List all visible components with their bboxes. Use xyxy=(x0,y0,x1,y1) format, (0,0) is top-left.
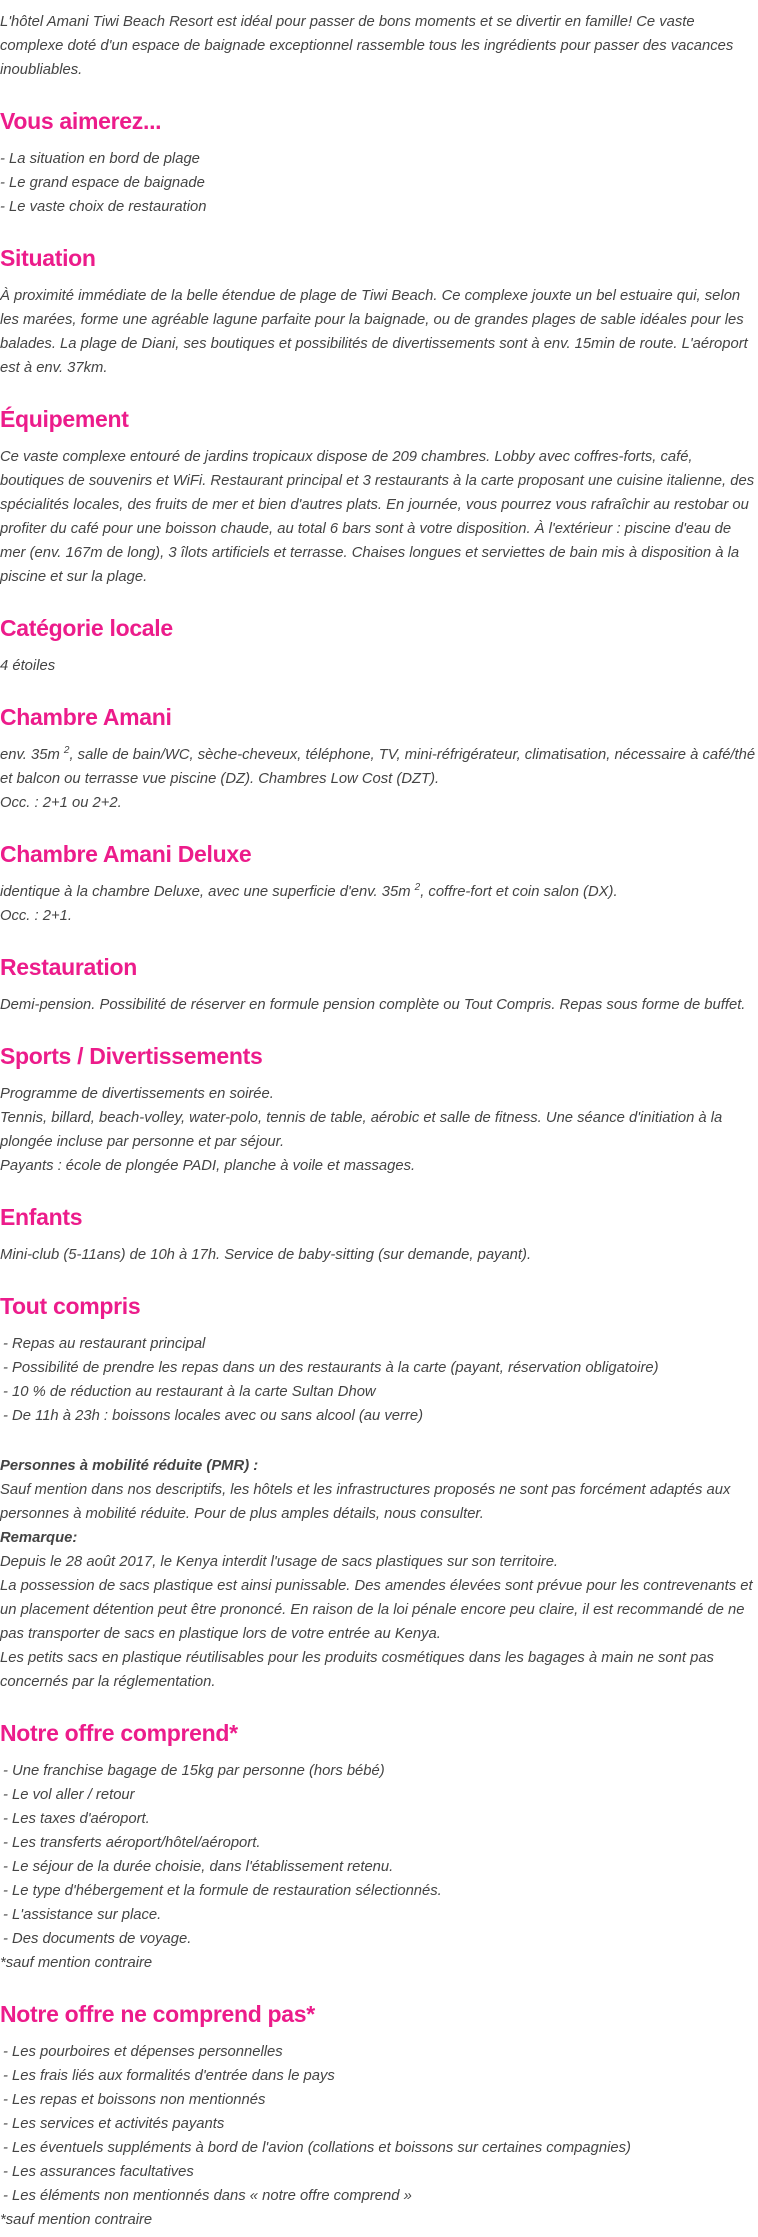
list-item: - Le vaste choix de restauration xyxy=(0,199,207,215)
remarque-line: La possession de sacs plastique est ainsi punissable. Des amendes élevées sont prévue pour les contrevenants et un placement détention peut être prononcé. En raison de la loi pénale encore peu claire, il est recommandé de ne pas transporter de sacs en plastique lors de votre entrée au Kenya. xyxy=(0,1578,753,1642)
superscript: 2 xyxy=(63,745,70,757)
sports-line: Tennis, billard, beach-volley, water-polo, tennis de table, aérobic et salle de fitness. Une séance d'initiation à la plongée incluse par personne et par séjour. xyxy=(0,1110,723,1150)
section-chambre-amani xyxy=(0,702,758,815)
list-item: - Le vol aller / retour xyxy=(3,1787,135,1803)
section-categorie xyxy=(0,613,758,678)
remarque-line: Les petits sacs en plastique réutilisables pour les produits cosmétiques dans les bagages à main ne sont pas concernés par la réglementation. xyxy=(0,1650,714,1690)
chambre-deluxe-text xyxy=(0,880,758,904)
section-title-categorie: Catégorie locale xyxy=(0,615,173,641)
list-item: - 10 % de réduction au restaurant à la carte Sultan Dhow xyxy=(3,1384,376,1400)
list-item: - Le grand espace de baignade xyxy=(0,175,205,191)
section-title-equipement: Équipement xyxy=(0,406,129,432)
restauration-text: Demi-pension. Possibilité de réserver en formule pension complète ou Tout Compris. Repas sous forme de buffet. xyxy=(0,997,746,1013)
section-title-restauration: Restauration xyxy=(0,954,137,980)
chambre-amani-text xyxy=(0,743,758,791)
list-item: - L'assistance sur place. xyxy=(3,1907,162,1923)
list-item: - Une franchise bagage de 15kg par personne (hors bébé) xyxy=(3,1763,385,1779)
list-item: - Des documents de voyage. xyxy=(3,1931,192,1947)
intro-text: L'hôtel Amani Tiwi Beach Resort est idéal pour passer de bons moments et se divertir en famille! Ce vaste complexe doté d'un espace de baignade exceptionnel rassemble tous les ingrédients pour passer des vacances inoubliables. xyxy=(0,14,734,78)
list-item: - Les services et activités payants xyxy=(3,2116,225,2132)
enfants-text: Mini-club (5-11ans) de 10h à 17h. Service de baby-sitting (sur demande, payant). xyxy=(0,1247,532,1263)
categorie-text: 4 étoiles xyxy=(0,658,56,674)
remarque-label: Remarque: xyxy=(0,1530,78,1546)
section-situation xyxy=(0,243,758,380)
equipement-text: Ce vaste complexe entouré de jardins tropicaux dispose de 209 chambres. Lobby avec coffres-forts, café, boutiques de souvenirs et WiFi. Restaurant principal et 3 restaurants à la carte proposant une cuisine italienne, des spécialités locales, des fruits de mer et bien d'autres plats. En journée, vous pourrez vous rafraîchir au restobar ou profiter du café pour une boisson chaude, au total 6 bars sont à votre disposition. À l'extérieur : piscine d'eau de mer (env. 167m de long), 3 îlots artificiels et terrasse. Chaises longues et serviettes de bain mis à disposition à la piscine et sur la plage. xyxy=(0,449,755,585)
section-non-offre xyxy=(0,1999,758,2232)
section-tout-compris xyxy=(0,1291,758,1428)
list-item: - Les transferts aéroport/hôtel/aéroport. xyxy=(3,1835,261,1851)
remarque-line: Depuis le 28 août 2017, le Kenya interdit l'usage de sacs plastiques sur son territoire. xyxy=(0,1554,559,1570)
section-title-enfants: Enfants xyxy=(0,1204,83,1230)
offre-footnote: *sauf mention contraire xyxy=(0,1955,153,1971)
non-offre-footnote: *sauf mention contraire xyxy=(0,2212,153,2228)
situation-text: À proximité immédiate de la belle étendue de plage de Tiwi Beach. Ce complexe jouxte un bel estuaire qui, selon les marées, forme une agréable lagune parfaite pour la baignade, ou de grandes plages de sable idéales pour les balades. La plage de Diani, ses boutiques et possibilités de divertissements sont à env. 15min de route. L'aéroport est à env. 37km. xyxy=(0,288,748,376)
section-title-chambre-amani: Chambre Amani xyxy=(0,704,172,730)
section-title-chambre-deluxe: Chambre Amani Deluxe xyxy=(0,841,252,867)
section-aimer xyxy=(0,106,758,219)
chambre-amani-occ: Occ. : 2+1 ou 2+2. xyxy=(0,795,122,811)
list-item: - Les frais liés aux formalités d'entrée dans le pays xyxy=(3,2068,335,2084)
section-title-sports: Sports / Divertissements xyxy=(0,1043,263,1069)
section-restauration xyxy=(0,952,758,1017)
list-item: - Les repas et boissons non mentionnés xyxy=(3,2092,266,2108)
section-offre xyxy=(0,1718,758,1975)
offre-list xyxy=(0,1759,758,1951)
pmr-label: Personnes à mobilité réduite (PMR) : xyxy=(0,1458,259,1474)
chambre-amani-text-a: env. 35m xyxy=(0,747,64,763)
section-enfants xyxy=(0,1202,758,1267)
section-title-aimer: Vous aimerez... xyxy=(0,108,162,134)
pmr-text: Sauf mention dans nos descriptifs, les hôtels et les infrastructures proposés ne sont pas forcément adaptés aux personnes à mobilité réduite. Pour de plus amples détails, nous consulter. xyxy=(0,1482,731,1522)
chambre-amani-text-b: , salle de bain/WC, sèche-cheveux, téléphone, TV, mini-réfrigérateur, climatisation, nécessaire à café/thé et balcon ou terrasse vue piscine (DZ). Chambres Low Cost (DZT). xyxy=(0,747,756,787)
chambre-deluxe-text-b: , coffre-fort et coin salon (DX). xyxy=(420,884,618,900)
list-item: - Possibilité de prendre les repas dans un des restaurants à la carte (payant, réservation obligatoire) xyxy=(3,1360,659,1376)
section-notes xyxy=(0,1454,758,1694)
list-item: - Les assurances facultatives xyxy=(3,2164,194,2180)
section-chambre-deluxe xyxy=(0,839,758,928)
list-item: - La situation en bord de plage xyxy=(0,151,200,167)
section-title-non-offre: Notre offre ne comprend pas* xyxy=(0,2001,315,2027)
list-item: - Repas au restaurant principal xyxy=(3,1336,206,1352)
tout-compris-list xyxy=(0,1332,758,1428)
list-item: - De 11h à 23h : boissons locales avec ou sans alcool (au verre) xyxy=(3,1408,424,1424)
superscript: 2 xyxy=(414,882,421,894)
section-sports xyxy=(0,1041,758,1178)
list-item: - Les éventuels suppléments à bord de l'avion (collations et boissons sur certaines compagnies) xyxy=(3,2140,631,2156)
section-title-situation: Situation xyxy=(0,245,96,271)
list-item: - Les pourboires et dépenses personnelles xyxy=(3,2044,283,2060)
list-item: - Le type d'hébergement et la formule de restauration sélectionnés. xyxy=(3,1883,442,1899)
section-title-tout-compris: Tout compris xyxy=(0,1293,141,1319)
chambre-deluxe-text-a: identique à la chambre Deluxe, avec une superficie d'env. 35m xyxy=(0,884,415,900)
chambre-deluxe-occ: Occ. : 2+1. xyxy=(0,908,72,924)
list-item: - Le séjour de la durée choisie, dans l'établissement retenu. xyxy=(3,1859,394,1875)
sports-line: Programme de divertissements en soirée. xyxy=(0,1086,274,1102)
hotel-description xyxy=(0,10,758,2232)
section-title-offre: Notre offre comprend* xyxy=(0,1720,238,1746)
section-equipement xyxy=(0,404,758,589)
list-item: - Les éléments non mentionnés dans « notre offre comprend » xyxy=(3,2188,412,2204)
non-offre-list xyxy=(0,2040,758,2208)
list-item: - Les taxes d'aéroport. xyxy=(3,1811,150,1827)
sports-line: Payants : école de plongée PADI, planche à voile et massages. xyxy=(0,1158,416,1174)
